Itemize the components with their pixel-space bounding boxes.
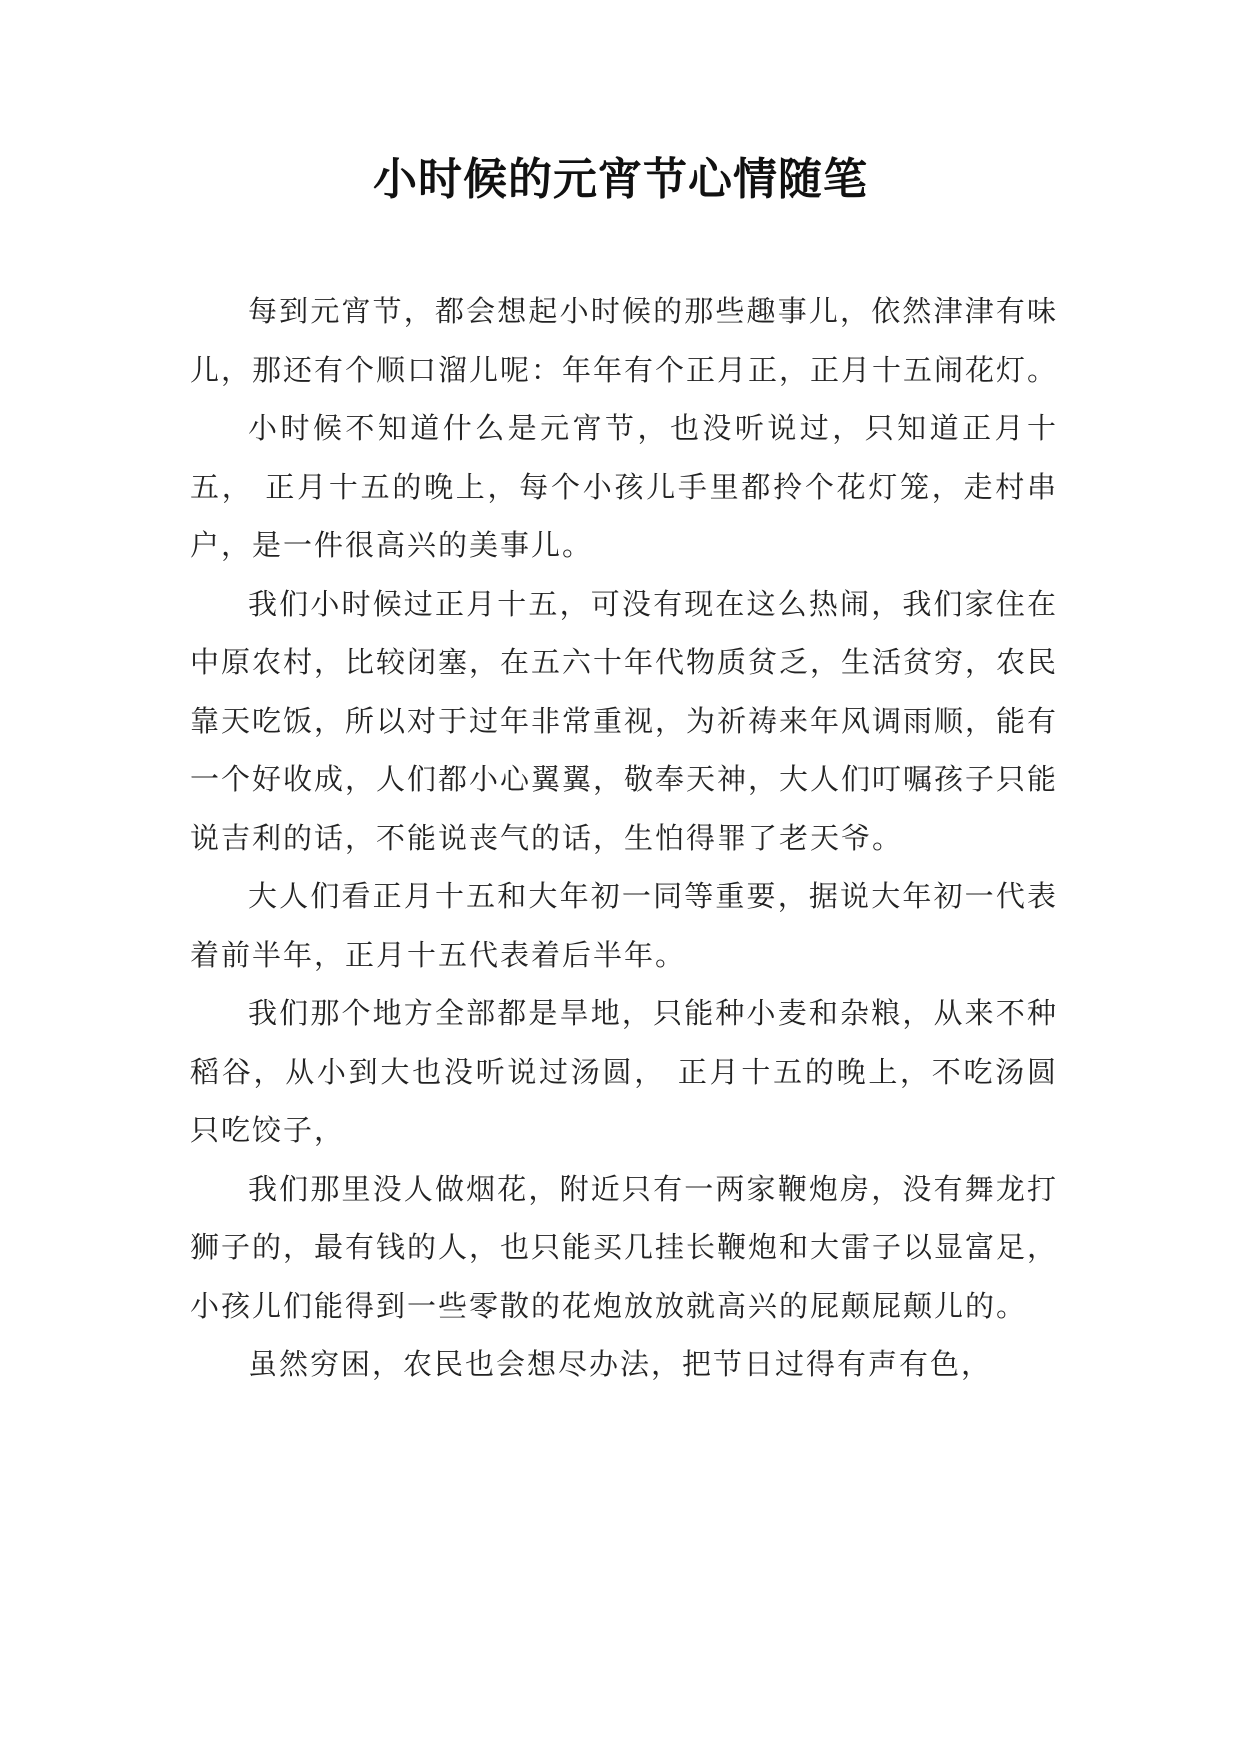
paragraph-3: 我们小时候过正月十五，可没有现在这么热闹，我们家住在中原农村，比较闭塞，在五六十年代物质贫乏，生活贫穷，农民靠天吃饭，所以对于过年非常重视，为祈祷来年风调雨顺，能有一个好收成，人们都小心翼翼，敬奉天神，大人们叮嘱孩子只能说吉利的话，不能说丧气的话，生怕得罪了老天爷。 (190, 586, 1059, 855)
paragraph-5: 我们那个地方全部都是旱地，只能种小麦和杂粮，从来不种稻谷，从小到大也没听说过汤圆， 正月十五的晚上，不吃汤圆只吃饺子， (190, 996, 1058, 1147)
document-title: 小时候的元宵节心情随笔 (373, 154, 868, 205)
paragraph-7: 虽然穷困，农民也会想尽办法，把节日过得有声有色， (248, 1347, 993, 1381)
paragraph-4: 大人们看正月十五和大年初一同等重要，据说大年初一代表着前半年，正月十五代表着后半年。 (190, 879, 1058, 972)
document-body (190, 282, 1058, 1394)
paragraph-1: 每到元宵节，都会想起小时候的那些趣事儿，依然津津有味儿，那还有个顺口溜儿呢：年年有个正月正，正月十五闹花灯。 (190, 294, 1059, 387)
paragraph-2: 小时候不知道什么是元宵节，也没听说过，只知道正月十五， 正月十五的晚上，每个小孩儿手里都拎个花灯笼，走村串户，是一件很高兴的美事儿。 (190, 411, 1058, 562)
paragraph-6: 我们那里没人做烟花，附近只有一两家鞭炮房，没有舞龙打狮子的，最有钱的人，也只能买几挂长鞭炮和大雷子以显富足，小孩儿们能得到一些零散的花炮放放就高兴的屁颠屁颠儿的。 (190, 1171, 1059, 1323)
